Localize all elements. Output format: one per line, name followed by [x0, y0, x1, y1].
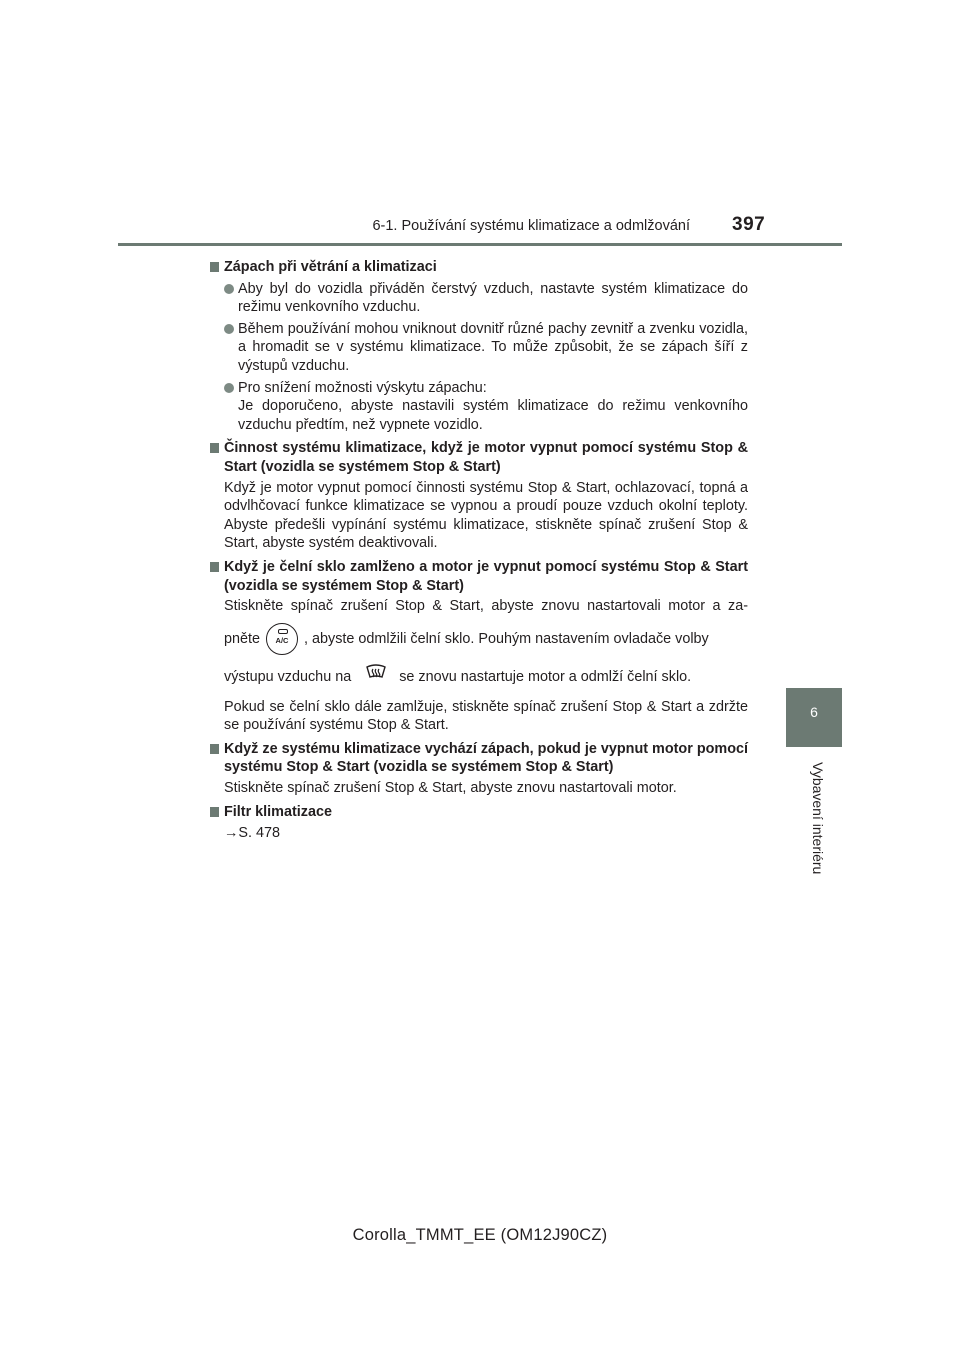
chapter-number: 6 [810, 704, 818, 720]
square-marker-icon [210, 443, 219, 453]
paragraph: Když je motor vypnut pomocí činnosti systému Stop & Start, ochlazovací, topná a odvlhčovací funkce klimatizace se vypnou a proudí pouze vzduch okolní teploty. Abyste předešli vypínání systému klimatizace, stiskněte spínač zrušení Stop & Start, abyste systém deaktivovali. [224, 479, 748, 552]
bullet-text: Během používání mohou vniknout dovnitř různé pachy zevnitř a zvenku vozidla, a hromadit se v systému klimatizace. To může způsobit, že se zápach šíří z výstupů vzduchu. [238, 320, 748, 374]
bullet-text: Je doporučeno, abyste nastavili systém klimatizace do režimu venkovního vzduchu předtím, než vypnete vozidlo. [238, 398, 748, 433]
windshield-defroster-icon [365, 658, 387, 696]
header-section-title: 6-1. Používání systému klimatizace a odmlžování [372, 218, 690, 234]
heading-text: Když je čelní sklo zamlženo a motor je vypnut pomocí systému Stop & Start (vozidla se systémem Stop & Start) [224, 558, 748, 594]
section-heading [210, 803, 748, 822]
paragraph: Stiskněte spínač zrušení Stop & Start, abyste znovu nastartovali motor a za- [224, 598, 748, 615]
section-heading [210, 740, 748, 777]
square-marker-icon [210, 262, 219, 272]
circle-bullet-icon [224, 284, 234, 294]
heading-text: Činnost systému klimatizace, když je motor vypnut pomocí systému Stop & Start (vozidla se systémem Stop & Start) [224, 440, 748, 475]
bullet-item [210, 320, 748, 376]
section-heading [210, 439, 748, 476]
chapter-label: Vybavení interiéru [810, 762, 826, 875]
ac-indicator-icon [278, 629, 288, 634]
paragraph-text: se znovu nastartuje motor a odmlží čelní sklo. [399, 668, 692, 685]
chapter-tab [786, 688, 842, 747]
page-content [210, 254, 748, 843]
section-heading [210, 258, 748, 277]
circle-bullet-icon [224, 383, 234, 393]
paragraph-text: pněte [224, 630, 261, 647]
paragraph-text: , abyste odmlžili čelní sklo. Pouhým nastavením ovladače volby [304, 630, 709, 647]
page-number: 397 [732, 214, 766, 235]
ac-button-label: A/C [275, 635, 289, 645]
square-marker-icon [210, 562, 219, 572]
section-heading [210, 558, 748, 595]
paragraph: Stiskněte spínač zrušení Stop & Start, abyste znovu nastartovali motor. [224, 780, 677, 797]
page-reference: →S. 478 [224, 825, 280, 842]
paragraph-line-with-icon [210, 658, 748, 696]
ac-button-icon [266, 623, 298, 655]
bullet-text: Aby byl do vozidla přiváděn čerstvý vzduch, nastavte systém klimatizace do režimu venkovního vzduchu. [238, 280, 748, 316]
square-marker-icon [210, 807, 219, 817]
circle-bullet-icon [224, 324, 234, 334]
square-marker-icon [210, 744, 219, 754]
heading-text: Zápach při větrání a klimatizaci [224, 259, 437, 275]
footer-document-code: Corolla_TMMT_EE (OM12J90CZ) [352, 1226, 608, 1244]
heading-text: Když ze systému klimatizace vychází zápach, pokud je vypnut motor pomocí systému Stop & Start (vozidla se systémem Stop & Start) [224, 740, 748, 776]
bullet-item [210, 280, 748, 317]
bullet-text: Pro snížení možnosti výskytu zápachu: [238, 379, 487, 396]
heading-text: Filtr klimatizace [224, 803, 332, 820]
paragraph-text: výstupu vzduchu na [224, 668, 352, 685]
paragraph-line-with-icon [210, 620, 748, 658]
bullet-item [210, 379, 748, 435]
header-rule [118, 243, 842, 246]
paragraph: Pokud se čelní sklo dále zamlžuje, stiskněte spínač zrušení Stop & Start a zdržte se používání systému Stop & Start. [224, 698, 748, 734]
